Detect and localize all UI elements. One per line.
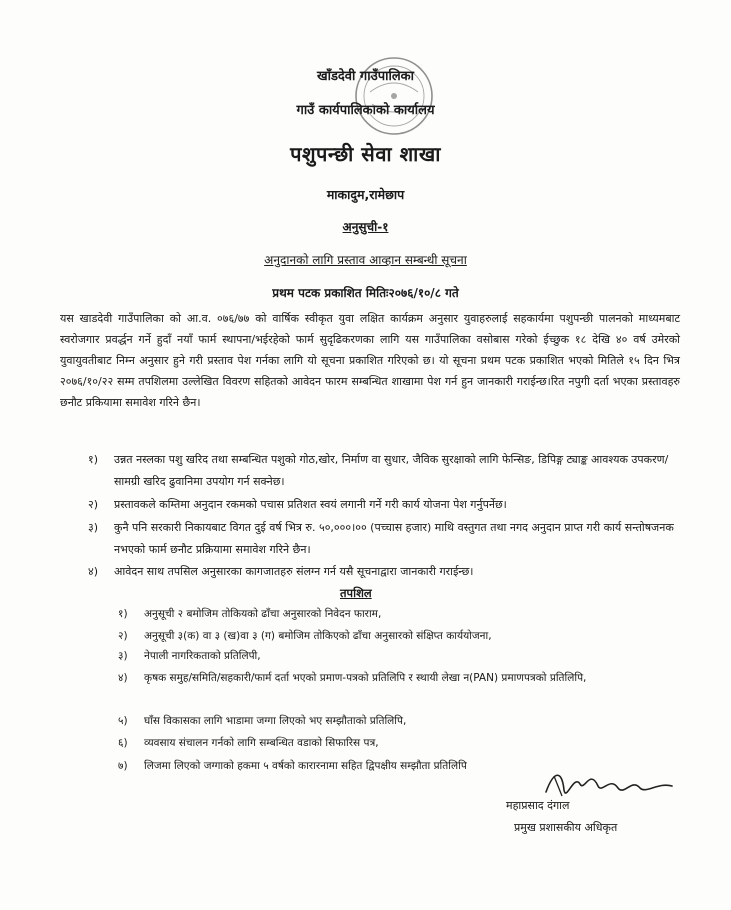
document-text: अनुसूची ३(क) वा ३ (ख)वा ३ (ग) बमोजिम तोकिएको ढाँचा अनुसारको संक्षिप्त कार्ययोजना,	[144, 630, 492, 642]
requirement-number: ३)	[88, 521, 99, 534]
document-item	[118, 604, 618, 624]
requirement-number: १)	[88, 453, 99, 466]
requirement-item	[88, 449, 678, 493]
office-location: माकादुम,रामेछाप	[326, 187, 405, 202]
municipality-name: खाँडदेवी गाउँपालिका	[316, 69, 415, 84]
document-text: व्यवसाय संचालन गर्नको लागि सम्बन्धित वडाको सिफारिस पत्र,	[144, 737, 379, 749]
document-item	[118, 711, 618, 731]
branch-title: पशुपन्छी सेवा शाखा	[290, 142, 441, 166]
requirement-number: २)	[88, 498, 99, 511]
document-number: ३)	[118, 650, 128, 662]
requirement-number: ४)	[88, 565, 99, 578]
signatory-designation: प्रमुख प्रशासकीय अधिकृत	[514, 821, 618, 834]
document-text: नेपाली नागरिकताको प्रतिलिपी,	[144, 650, 261, 662]
document-text: लिजमा लिएको जग्गाको हकमा ५ वर्षको कारारनामा सहित द्विपक्षीय सम्झौता प्रतिलिपि	[144, 760, 467, 772]
document-number: २)	[118, 630, 128, 642]
document-number: ४)	[118, 672, 128, 684]
document-item	[118, 733, 618, 753]
requirement-item	[88, 561, 678, 583]
document-number: १)	[118, 608, 128, 620]
document-item	[118, 626, 618, 646]
requirement-item	[88, 494, 678, 516]
requirement-text: कुनै पनि सरकारी निकायबाट विगत दुई वर्ष भित्र रु. ५०,०००।०० (पच्चास हजार) माथि वस्तुगत तथा नगद अनुदान प्राप्त गरी कार्य सन्तोषजनक नभएको फार्म छनौट प्रक्रियामा समावेश गरिने छैन।	[114, 521, 674, 556]
document-text: अनुसूची २ बमोजिम तोकियको ढाँचा अनुसारको निवेदन फाराम,	[144, 608, 382, 620]
document-number: ७)	[118, 760, 128, 772]
requirement-text: प्रस्तावकले कम्तिमा अनुदान रकमको पचास प्रतिशत स्वयं लगानी गर्ने गरी कार्य योजना पेश गर्नुपर्नेछ।	[114, 498, 507, 511]
document-item	[118, 646, 618, 666]
annex-label: अनुसुची-१	[342, 220, 389, 234]
requirement-text: आवेदन साथ तपसिल अनुसारका कागजातहरु संलग्न गर्न यसै सूचनाद्वारा जानकारी गराईन्छ।	[114, 565, 474, 578]
document-number: ६)	[118, 737, 128, 749]
office-name: गाउँ कार्यपालिकाको कार्यालय	[296, 103, 435, 118]
notice-body: यस खाडदेवी गाउँपालिका को आ.व. ०७६/७७ को वार्षिक स्वीकृत युवा लक्षित कार्यक्रम अनुसार युवाहरुलाई सहकार्यमा पशुपन्छी पालनको माध्यमबाट स्वरोजगार प्रवर्द्धन गर्ने हुदाँ नयाँ फार्म स्थापना/भईरहेको फार्म सुदृढिकरणका लागि यस गाउँपालिका वसोबास गरेको ईच्छुक १८ देखि ४० वर्ष उमेरको युवायुवतीबाट निम्न अनुसार हुने गरी प्रस्ताव पेश गर्नका लागि यो सूचना प्रकाशित गरिएको छ। यो सूचना प्रथम पटक प्रकाशित भएको मितिले १५ दिन भित्र २०७६/१०/२२ सम्म तपशिलमा उल्लेखित विवरण सहितको आवेदन फारम सम्बन्धित शाखामा पेश गर्न हुन जानकारी गराईन्छ।रित नपुगी दर्ता भएका प्रस्तावहरु छनौट प्रकियामा समावेश गरिने छैन।	[60, 312, 680, 409]
document-item	[118, 668, 618, 688]
publication-date: प्रथम पटक प्रकाशित मितिः२०७६/१०/८ गते	[272, 286, 459, 300]
document-text: घाँस विकासका लागि भाडामा जग्गा लिएको भए सम्झौताको प्रतिलिपि,	[144, 715, 407, 727]
document-number: ५)	[118, 715, 128, 727]
signatory-name: महाप्रसाद दंगाल	[506, 799, 570, 812]
notice-subject: अनुदानको लागि प्रस्ताव आव्हान सम्बन्धी सूचना	[264, 253, 467, 267]
document-text: कृषक समुह/समिति/सहकारी/फार्म दर्ता भएको प्रमाण-पत्रको प्रतिलिपि र स्थायी लेखा न(PAN) प्रमाणपत्रको प्रतिलिपि,	[144, 672, 587, 684]
requirement-item	[88, 517, 678, 561]
documents-heading: तपशिल	[340, 586, 372, 600]
requirement-text: उन्नत नस्लका पशु खरिद तथा सम्बन्धित पशुको गोठ,खोर, निर्माण वा सुधार, जैविक सुरक्षाको लागि फेन्सिङ, डिपिङ्ग ट्याङ्क आवश्यक उपकरण/सामग्री खरिद ढुवानिमा उपयोग गर्न सक्नेछ।	[114, 453, 669, 488]
